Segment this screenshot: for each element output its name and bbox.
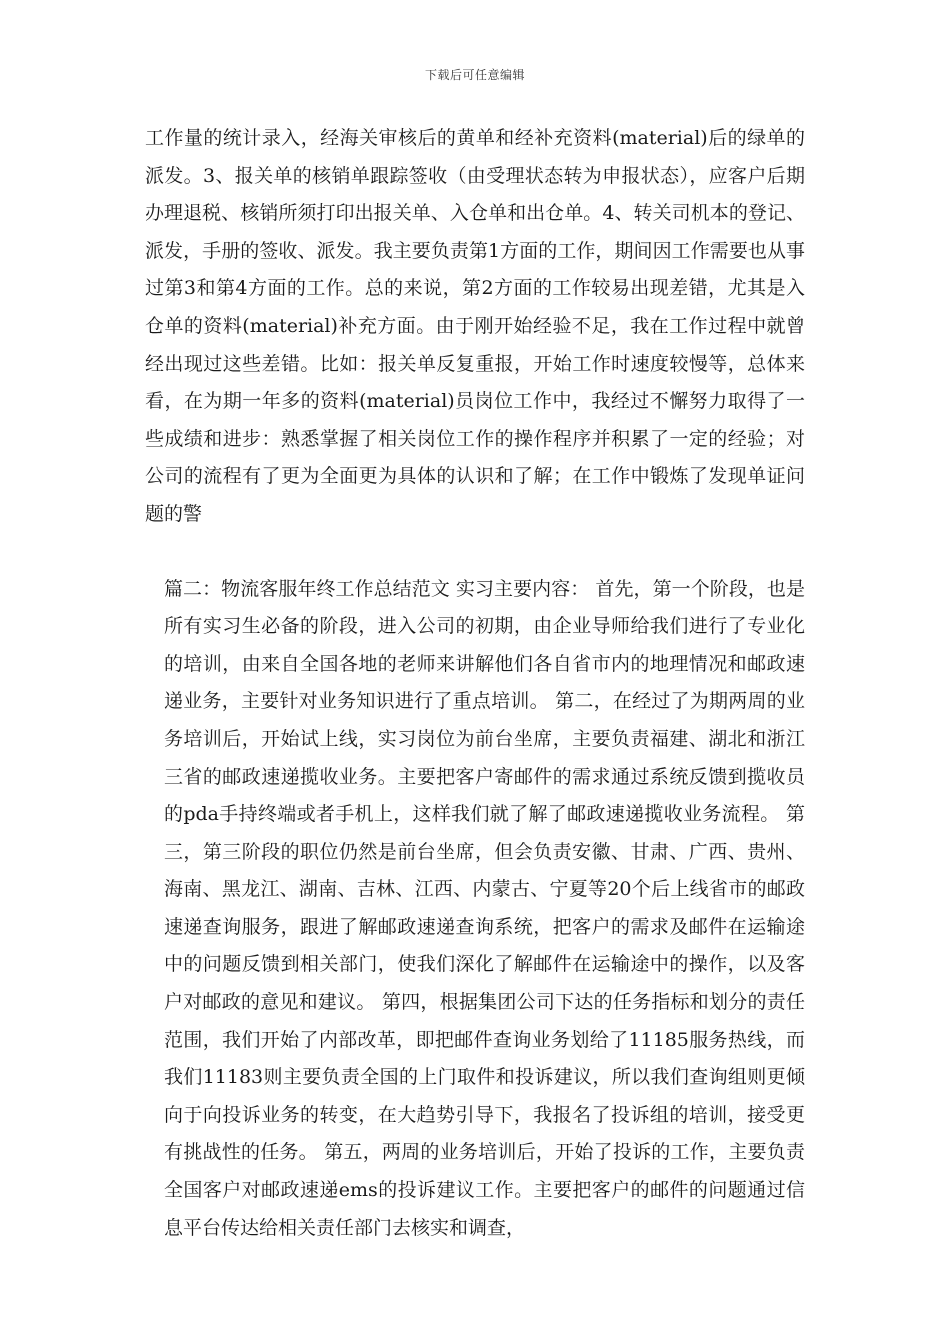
paragraph-1: 工作量的统计录入，经海关审核后的黄单和经补充资料(material)后的绿单的派发。3、报关单的核销单跟踪签收（由受理状态转为申报状态），应客户后期办理退税、核销所须打印出报关单、入仓单和出仓单。4、转关司机本的登记、派发，手册的签收、派发。我主要负责第1方面的工作，期间因工作需要也从事过第3和第4方面的工作。总的来说，第2方面的工作较易出现差错，尤其是入仓单的资料(material)补充方面。由于刚开始经验不足，我在工作过程中就曾经出现过这些差错。比如：报关单反复重报，开始工作时速度较慢等，总体来看，在为期一年多的资料(material)员岗位工作中，我经过不懈努力取得了一些成绩和进步：熟悉掌握了相关岗位工作的操作程序并积累了一定的经验；对公司的流程有了更为全面更为具体的认识和了解；在工作中锻炼了发现单证问题的警 [145, 127, 805, 525]
paragraph-2: 篇二：物流客服年终工作总结范文 实习主要内容： 首先，第一个阶段，也是所有实习生必备的阶段，进入公司的初期，由企业导师给我们进行了专业化的培训，由来自全国各地的老师来讲解他们各自省市内的地理情况和邮政速递业务，主要针对业务知识进行了重点培训。 第二，在经过了为期两周的业务培训后，开始试上线，实习岗位为前台坐席，主要负责福建、湖北和浙江三省的邮政速递揽收业务。主要把客户寄邮件的需求通过系统反馈到揽收员的pda手持终端或者手机上，这样我们就了解了邮政速递揽收业务流程。 第三，第三阶段的职位仍然是前台坐席，但会负责安徽、甘肃、广西、贵州、海南、黑龙江、湖南、吉林、江西、内蒙古、宁夏等20个后上线省市的邮政速递查询服务，跟进了解邮政速递查询系统，把客户的需求及邮件在运输途中的问题反馈到相关部门，使我们深化了解邮件在运输途中的操作，以及客户对邮政的意见和建议。 第四，根据集团公司下达的任务指标和划分的责任范围，我们开始了内部改革，即把邮件查询业务划给了11185服务热线，而我们11183则主要负责全国的上门取件和投诉建议，所以我们查询组则更倾向于向投诉业务的转变，在大趋势引导下，我报名了投诉组的培训，接受更有挑战性的任务。 第五，两周的业务培训后，开始了投诉的工作，主要负责全国客户对邮政速递ems的投诉建议工作。主要把客户的邮件的问题通过信息平台传达给相关责任部门去核实和调查， [164, 577, 805, 1239]
header-note: 下载后可任意编辑 [424, 68, 525, 82]
paragraph-spacer [145, 534, 805, 571]
document-body [145, 120, 805, 1247]
